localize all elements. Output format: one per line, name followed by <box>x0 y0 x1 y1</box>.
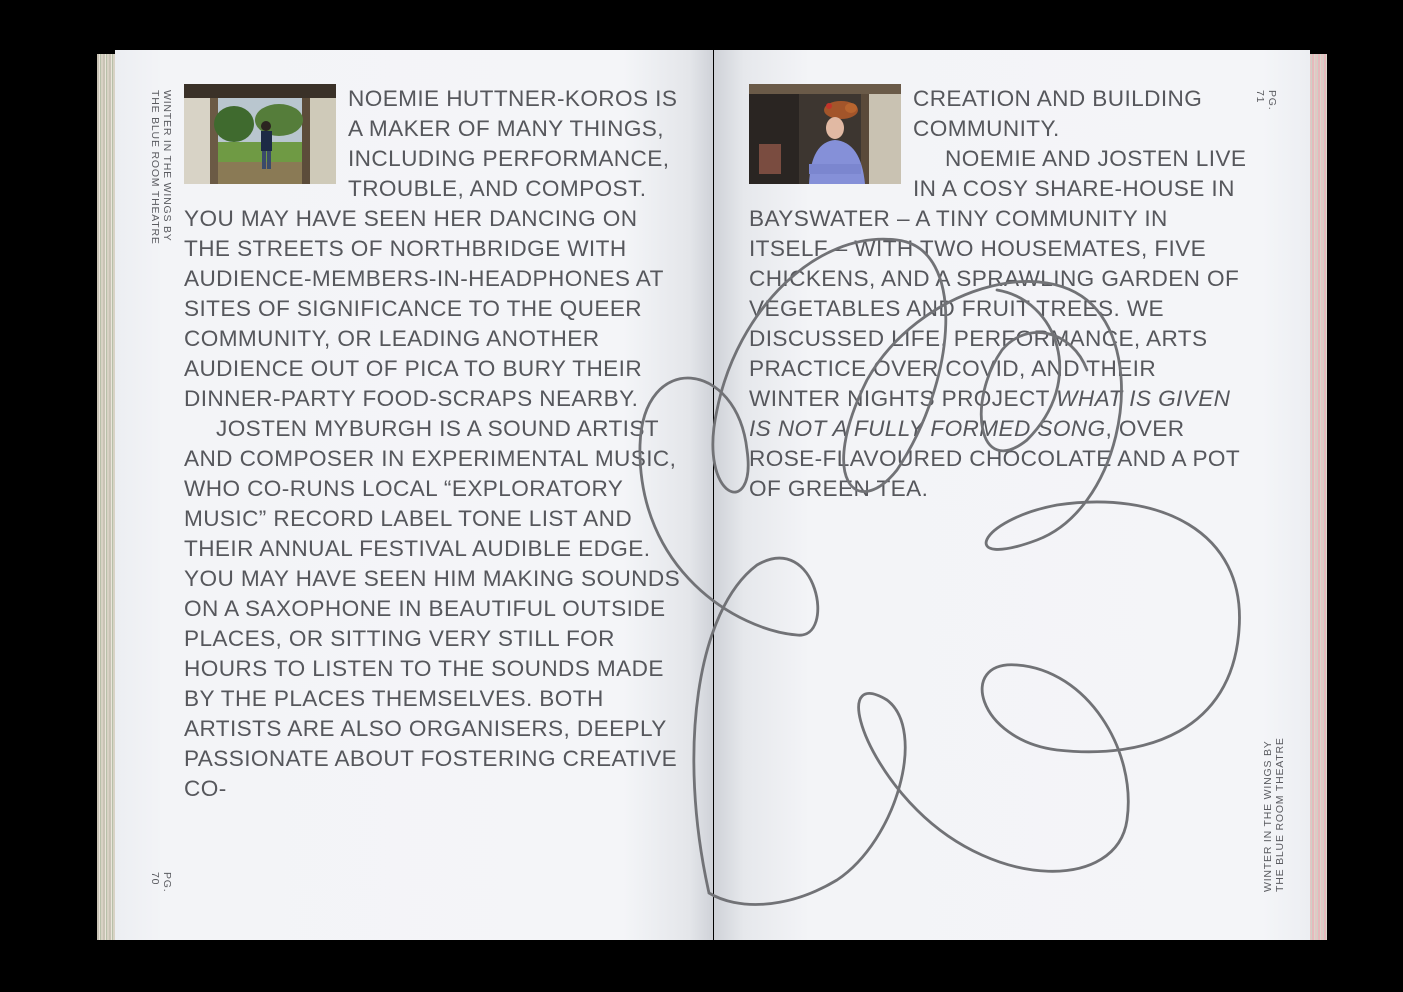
right-paragraph-2: NOEMIE AND JOSTEN LIVE IN A COSY SHARE-HOUSE IN BAYSWATER – A TINY COMMUNITY IN ITSELF – WITH TWO HOUSEMATES, FIVE CHICKENS, AND A SPRAWLING GARDEN OF VEGETABLES AND FRUIT TREES. WE DISCUSSED LIFE, PERFORMANCE, ARTS PRACTICE OVER COVID, AND THEIR WINTER NIGHTS PROJECT WHAT IS GIVEN IS NOT A FULLY FORMED SONG, OVER ROSE-FLAVOURED CHOCOLATE AND A POT OF GREEN TEA. <box>749 146 1247 501</box>
right-running-header: WINTER IN THE WINGS BY THE BLUE ROOM THEATRE <box>1262 737 1286 892</box>
project-title: WHAT IS GIVEN IS NOT A FULLY FORMED SONG <box>749 386 1231 441</box>
book-spread <box>97 50 1327 942</box>
left-running-header: WINTER IN THE WINGS BY THE BLUE ROOM THEATRE <box>149 90 173 245</box>
right-page-number: PG. 71 <box>1254 90 1278 111</box>
left-paragraph-1: NOEMIE HUTTNER-KOROS IS A MAKER OF MANY THINGS, INCLUDING PERFORMANCE, TROUBLE, AND COMPOST. YOU MAY HAVE SEEN HER DANCING ON THE STREETS OF NORTHBRIDGE WITH AUDIENCE-MEMBERS-IN-HEADPHONES AT SITES OF SIGNIFICANCE TO THE QUEER COMMUNITY, OR LEADING ANOTHER AUDIENCE OUT OF PICA TO BURY THEIR DINNER-PARTY FOOD-SCRAPS NEARBY. <box>184 86 678 411</box>
left-page-number: PG. 70 <box>149 872 173 893</box>
scribble-line-decoration <box>97 50 1327 942</box>
right-paragraph-1: CREATION AND BUILDING COMMUNITY. <box>913 86 1203 141</box>
left-paragraph-2: JOSTEN MYBURGH IS A SOUND ARTIST AND COMPOSER IN EXPERIMENTAL MUSIC, WHO CO-RUNS LOCAL “EXPLORATORY MUSIC” RECORD LABEL TONE LIST AND THEIR ANNUAL FESTIVAL AUDIBLE EDGE. YOU MAY HAVE SEEN HIM MAKING SOUNDS ON A SAXOPHONE IN BEAUTIFUL OUTSIDE PLACES, OR SITTING VERY STILL FOR HOURS TO LISTEN TO THE SOUNDS MADE BY THE PLACES THEMSELVES. BOTH ARTISTS ARE ALSO ORGANISERS, DEEPLY PASSIONATE ABOUT FOSTERING CREATIVE CO- <box>184 416 681 801</box>
